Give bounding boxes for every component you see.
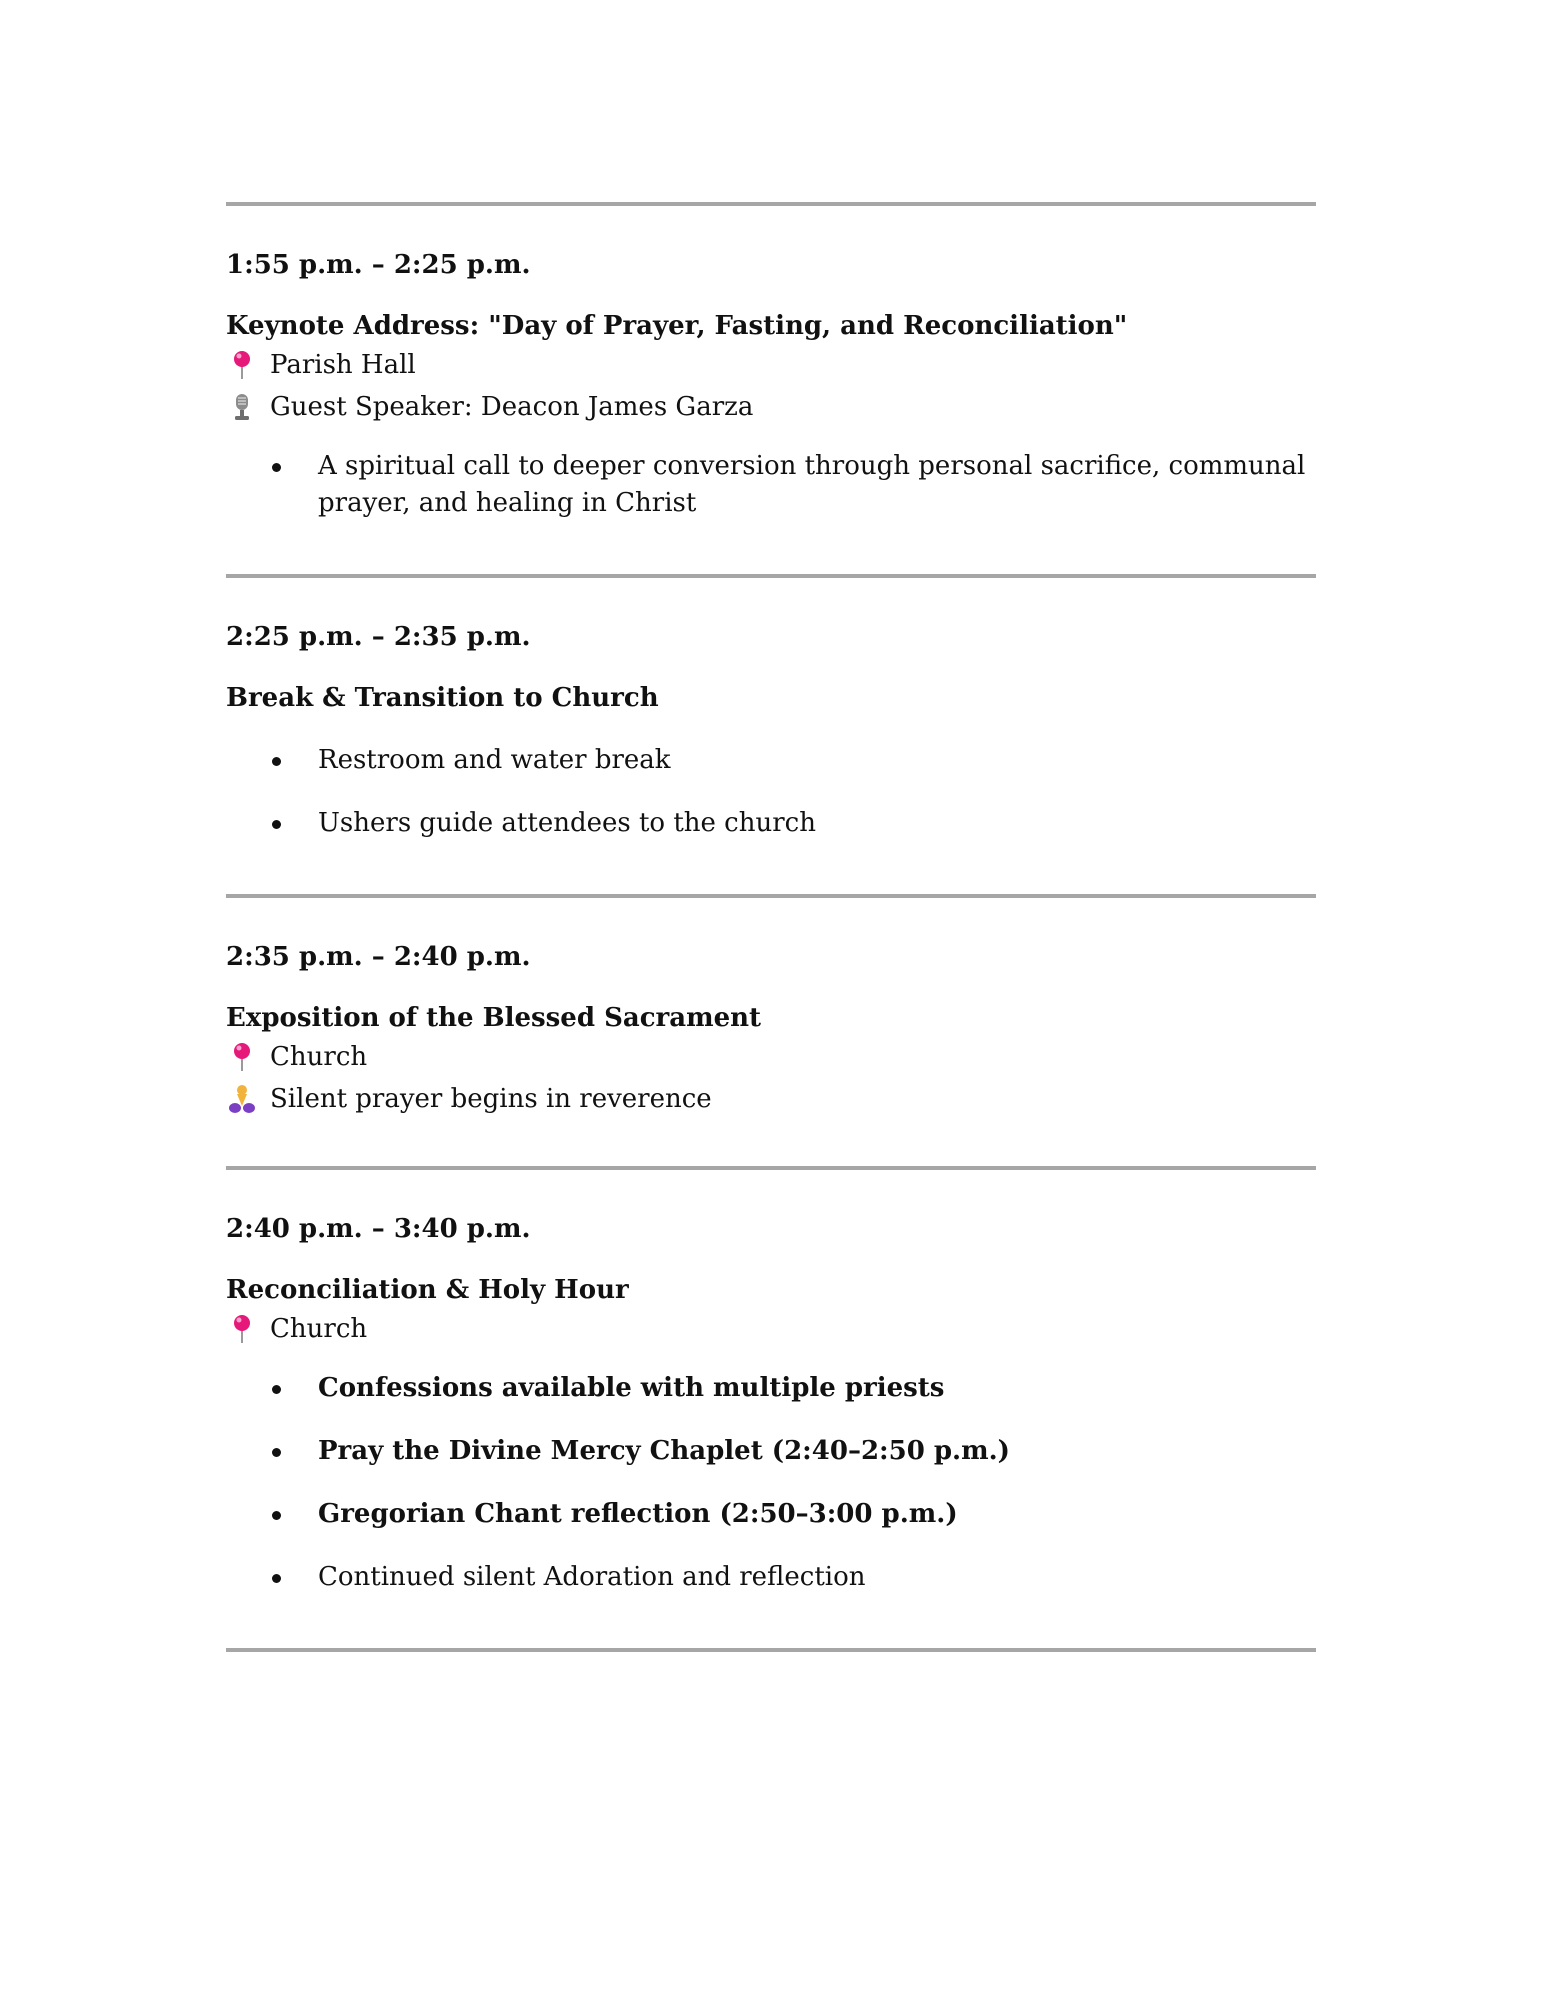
round-pushpin-icon [226, 1041, 258, 1073]
list-item [226, 1496, 1316, 1533]
list-item [226, 805, 1316, 842]
list-item [226, 1559, 1316, 1596]
session-time: 2:25 p.m. – 2:35 p.m. [226, 622, 531, 652]
bullet-dot [272, 463, 281, 472]
praying-hands-icon [226, 1083, 258, 1115]
location-label: Church [270, 1042, 368, 1072]
bullet-dot [272, 1511, 281, 1520]
section-divider [226, 894, 1316, 898]
bullet-dot [272, 1385, 281, 1394]
schedule-section-keynote [226, 248, 1316, 574]
session-bullets [226, 742, 1316, 842]
round-pushpin-icon [226, 349, 258, 381]
session-prayer-note [226, 1078, 1316, 1120]
session-location [226, 1308, 1316, 1350]
list-item [226, 742, 1316, 779]
session-location [226, 1036, 1316, 1078]
session-bullets [226, 1370, 1316, 1596]
session-title: Reconciliation & Holy Hour [226, 1275, 629, 1305]
session-location [226, 344, 1316, 386]
list-item [226, 1370, 1316, 1407]
session-time: 2:35 p.m. – 2:40 p.m. [226, 942, 531, 972]
bullet-dot [272, 1574, 281, 1583]
session-title: Keynote Address: "Day of Prayer, Fasting, and Reconciliation" [226, 311, 1128, 341]
round-pushpin-icon [226, 1313, 258, 1345]
bullet-text: Confessions available with multiple priests [318, 1373, 945, 1403]
bullet-text: Ushers guide attendees to the church [318, 808, 816, 838]
section-divider [226, 574, 1316, 578]
bullet-text: Gregorian Chant reflection (2:50–3:00 p.m.) [318, 1499, 958, 1529]
session-title: Break & Transition to Church [226, 683, 659, 713]
bullet-text: Continued silent Adoration and reflection [318, 1562, 866, 1592]
speaker-label: Guest Speaker: Deacon James Garza [270, 392, 754, 422]
bullet-dot [272, 1448, 281, 1457]
bullet-text: Restroom and water break [318, 745, 671, 775]
bullet-dot [272, 757, 281, 766]
bullet-text: A spiritual call to deeper conversion through personal sacrifice, communal prayer, and healing in Christ [318, 451, 1306, 518]
location-label: Church [270, 1314, 368, 1344]
session-time: 2:40 p.m. – 3:40 p.m. [226, 1214, 531, 1244]
prayer-label: Silent prayer begins in reverence [270, 1084, 712, 1114]
session-speaker [226, 386, 1316, 428]
session-title: Exposition of the Blessed Sacrament [226, 1003, 762, 1033]
session-bullets [226, 448, 1316, 522]
bullet-text: Pray the Divine Mercy Chaplet (2:40–2:50 p.m.) [318, 1436, 1010, 1466]
location-label: Parish Hall [270, 350, 416, 380]
microphone-icon [226, 391, 258, 423]
list-item [226, 448, 1316, 522]
section-divider [226, 202, 1316, 206]
bullet-dot [272, 820, 281, 829]
section-divider [226, 1648, 1316, 1652]
schedule-section-break [226, 620, 1316, 894]
list-item [226, 1433, 1316, 1470]
session-time: 1:55 p.m. – 2:25 p.m. [226, 250, 531, 280]
section-divider [226, 1166, 1316, 1170]
schedule-section-exposition [226, 940, 1316, 1166]
schedule-section-reconciliation [226, 1212, 1316, 1648]
schedule-page [226, 202, 1316, 1652]
